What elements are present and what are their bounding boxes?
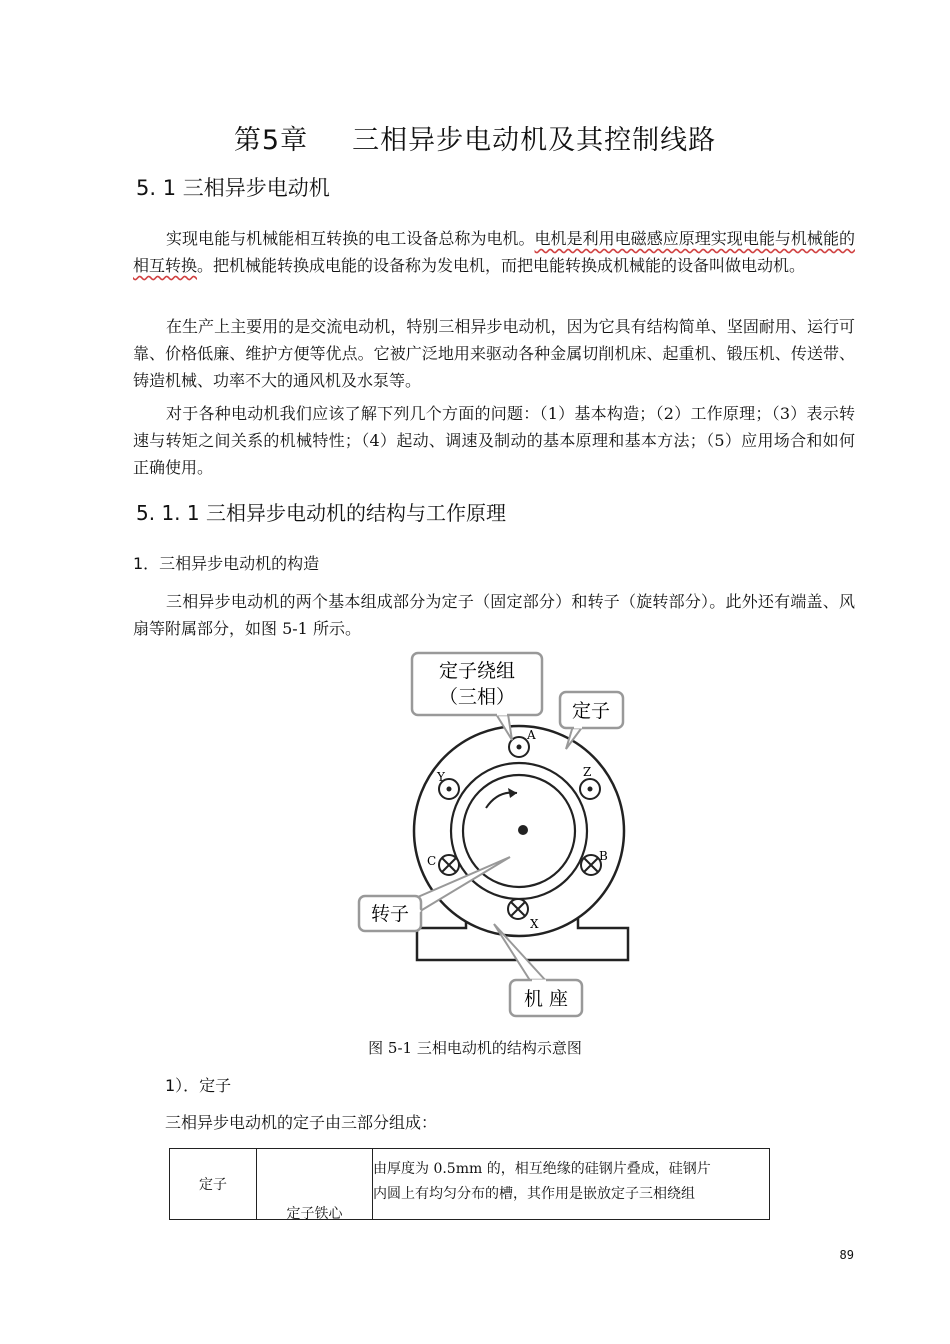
paragraph-intro-part3: 。把机械能转换成电能的设备称为发电机，而把电能转换成机械能的设备叫做电动机。 [197,256,806,275]
chapter-name: 三相异步电动机及其控制线路 [352,125,717,156]
stator-intro: 三相异步电动机的定子由三部分组成： [165,1113,438,1132]
terminal-z-marker [580,779,600,799]
table-row [170,1149,770,1220]
terminal-x-marker [508,899,528,919]
section-heading: 5. 1 三相异步电动机 [136,176,330,200]
figure-caption: 图 5-1 三相电动机的结构示意图 [368,1039,582,1057]
callout-winding-line2: （三相） [438,686,516,708]
terminal-b-marker [581,855,601,875]
terminal-b-label: B [599,849,608,863]
stator-table [169,1148,770,1220]
terminal-c-marker [439,855,459,875]
terminal-z-label: Z [583,765,592,779]
table-cell-part [170,1149,257,1220]
terminal-y-label: Y [437,770,445,784]
terminal-x-label: X [530,917,539,931]
paragraph-construction: 三相异步电动机的两个基本组成部分为定子（固定部分）和转子（旋转部分）。此外还有端盖、风扇等附属部分，如图 5-1 所示。 [133,592,855,638]
table-cell-component-text: 定子铁心 [286,1206,343,1222]
construction-heading: 1．三相异步电动机的构造 [133,554,320,573]
table-cell-part-text: 定子 [199,1177,227,1193]
callout-stator [560,692,623,749]
callout-rotor-text: 转子 [370,903,410,925]
terminal-a-label: A [527,728,536,742]
page-number: 89 [839,1248,854,1262]
motor-structure-figure [340,645,660,1025]
chapter-title [0,118,950,157]
paragraph-intro-underlined: 电机是利用电磁感应原理实现电能与机械能的相互转换 [133,229,855,275]
paragraph-intro [133,225,855,279]
table-cell-component [257,1149,373,1220]
rotor-shaft [518,825,528,835]
paragraph-usage: 在生产上主要用的是交流电动机，特别三相异步电动机，因为它具有结构简单、坚固耐用、运行可靠、价格低廉、维护方便等优点。它被广泛地用来驱动各种金属切削机床、起重机、锻压机、传送带、铸造机械、功率不大的通风机及水泵等。 [133,317,855,390]
table-cell-description [373,1149,770,1220]
terminal-c-label: C [427,854,437,868]
paragraph-intro-part1: 实现电能与机械能相互转换的电工设备总称为电机。 [166,229,535,248]
callout-base-text: 机 座 [523,988,569,1010]
table-desc-line2: 内圆上有均匀分布的槽，其作用是嵌放定子三相绕组 [373,1186,695,1202]
table-desc-line1: 由厚度为 0.5mm 的，相互绝缘的硅钢片叠成，硅钢片 [373,1161,711,1177]
chapter-number: 第5章 [233,125,309,156]
subsection-heading: 5. 1. 1 三相异步电动机的结构与工作原理 [136,501,506,525]
stator-heading: 1）．定子 [165,1076,232,1095]
callout-winding-line1: 定子绕组 [438,660,516,682]
paragraph-topics: 对于各种电动机我们应该了解下列几个方面的问题：（1）基本构造；（2）工作原理；（3）表示转速与转矩之间关系的机械特性；（4）起动、调速及制动的基本原理和基本方法；（5）应用场合和如何正确使用。 [133,404,855,477]
callout-stator-text: 定子 [571,700,611,722]
